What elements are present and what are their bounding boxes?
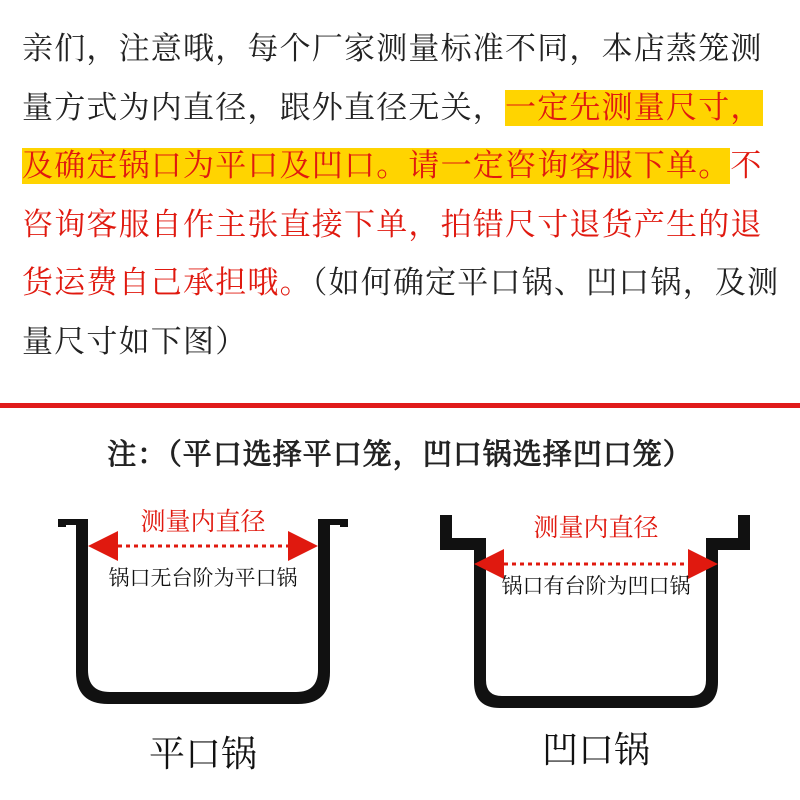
notice-intro: 亲们，注意哦，每个厂家测量标准不同，本店蒸笼测量方式为内直径，跟外直径无关， <box>22 31 763 126</box>
flat-pot-desc: 锅口无台阶为平口锅 <box>108 566 298 590</box>
recessed-pot-measure-label: 测量内直径 <box>533 513 659 542</box>
selection-note: 注：（平口选择平口笼，凹口锅选择凹口笼） <box>107 437 693 471</box>
flat-pot-measure-label: 测量内直径 <box>140 507 266 536</box>
notice-howto: （如何确定平口锅、凹口锅，及测量尺寸如下图） <box>22 265 780 360</box>
flat-pot <box>58 507 348 775</box>
notice-warning: 不咨询客服自作主张直接下单，拍错尺寸退货产生的退货运费自己承担哦。 <box>22 148 763 301</box>
flat-pot-name: 平口锅 <box>148 734 258 775</box>
recessed-pot-desc: 锅口有台阶为凹口锅 <box>501 574 691 598</box>
recessed-pot-outline <box>440 515 750 708</box>
notice-highlight: 一定先测量尺寸，及确定锅口为平口及凹口。请一定咨询客服下单。 <box>22 89 763 184</box>
recessed-pot-name: 凹口锅 <box>541 730 651 771</box>
recessed-pot <box>440 513 750 771</box>
